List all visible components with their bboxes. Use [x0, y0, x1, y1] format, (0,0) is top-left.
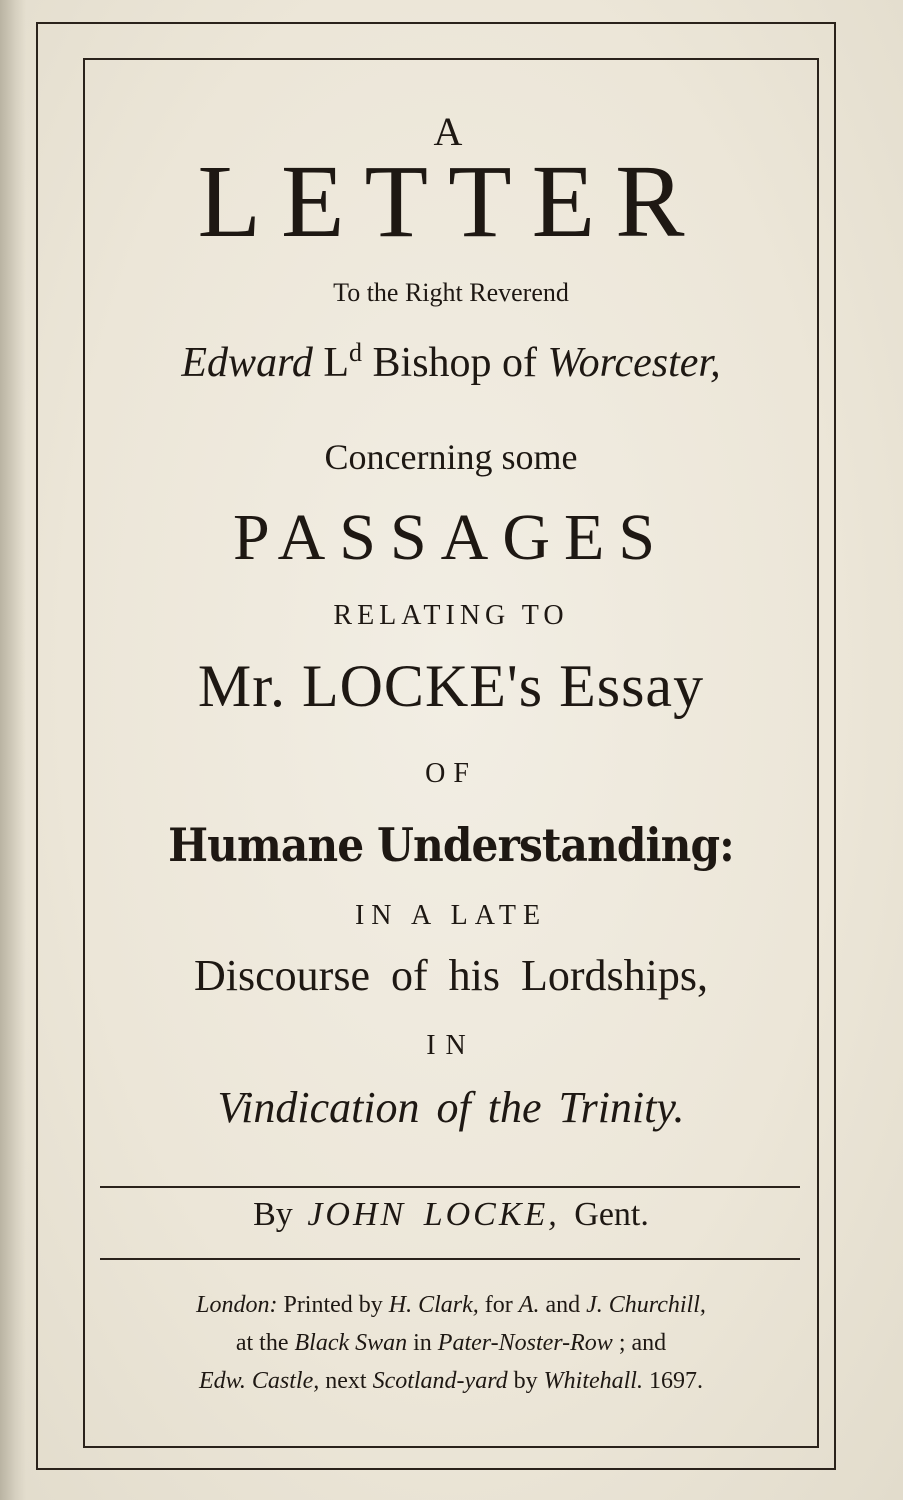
imprint-at-the: at the	[235, 1330, 289, 1356]
imprint-seller: Edw. Castle,	[199, 1368, 320, 1394]
addressee-title: L	[323, 340, 350, 386]
of-line: OF	[425, 758, 477, 789]
dedication-line: To the Right Reverend	[333, 278, 569, 307]
page-edge-shadow	[0, 0, 26, 1500]
vindication-line: Vindication of the Trinity.	[217, 1083, 685, 1132]
rule-top	[100, 1186, 800, 1188]
imprint-line-1	[83, 1292, 819, 1319]
imprint-and: and	[545, 1292, 581, 1318]
addressee-bishop: Bishop of	[372, 340, 538, 386]
title-letter: LETTER	[197, 144, 705, 259]
imprint-street: Pater-Noster-Row	[437, 1330, 613, 1356]
byline-suffix: Gent.	[574, 1196, 649, 1233]
imprint-by: by	[513, 1368, 538, 1394]
imprint-year: 1697.	[648, 1368, 703, 1394]
byline-author: JOHN LOCKE,	[307, 1196, 560, 1233]
imprint-line-2	[83, 1330, 819, 1357]
title-article: A	[433, 109, 469, 154]
in-line: IN	[426, 1030, 476, 1061]
addressee-line	[83, 338, 819, 387]
passages-heading: PASSAGES	[232, 501, 670, 574]
imprint-and-2: ; and	[618, 1330, 667, 1356]
addressee-name: Edward	[181, 340, 313, 386]
concerning-line: Concerning some	[324, 437, 578, 477]
addressee-place: Worcester,	[547, 340, 721, 386]
imprint-in: in	[413, 1330, 432, 1356]
inner-border	[83, 58, 819, 1448]
locke-essay-line: Mr. LOCKE's Essay	[197, 653, 705, 719]
imprint-printed-by: Printed by	[283, 1292, 383, 1318]
imprint-place: Scotland-yard	[372, 1368, 508, 1394]
imprint-next: next	[325, 1368, 367, 1394]
imprint-place2: Whitehall.	[543, 1368, 643, 1394]
imprint-printer: H. Clark,	[388, 1292, 479, 1318]
byline	[83, 1196, 819, 1234]
imprint-sign: Black Swan	[294, 1330, 408, 1356]
imprint-line-3	[83, 1368, 819, 1395]
addressee-title-sup: d	[349, 338, 363, 367]
byline-by: By	[253, 1196, 293, 1233]
relating-line: RELATING TO	[333, 600, 569, 631]
imprint-city: London:	[196, 1292, 278, 1318]
humane-understanding-line: Humane Understanding:	[168, 818, 734, 872]
imprint-for: for	[484, 1292, 513, 1318]
discourse-line: Discourse of his Lordships,	[194, 951, 708, 1000]
imprint-publisher-a: A.	[518, 1292, 540, 1318]
in-a-late-line: IN A LATE	[354, 900, 548, 931]
rule-bottom	[100, 1258, 800, 1260]
imprint-publisher-b: J. Churchill,	[586, 1292, 706, 1318]
